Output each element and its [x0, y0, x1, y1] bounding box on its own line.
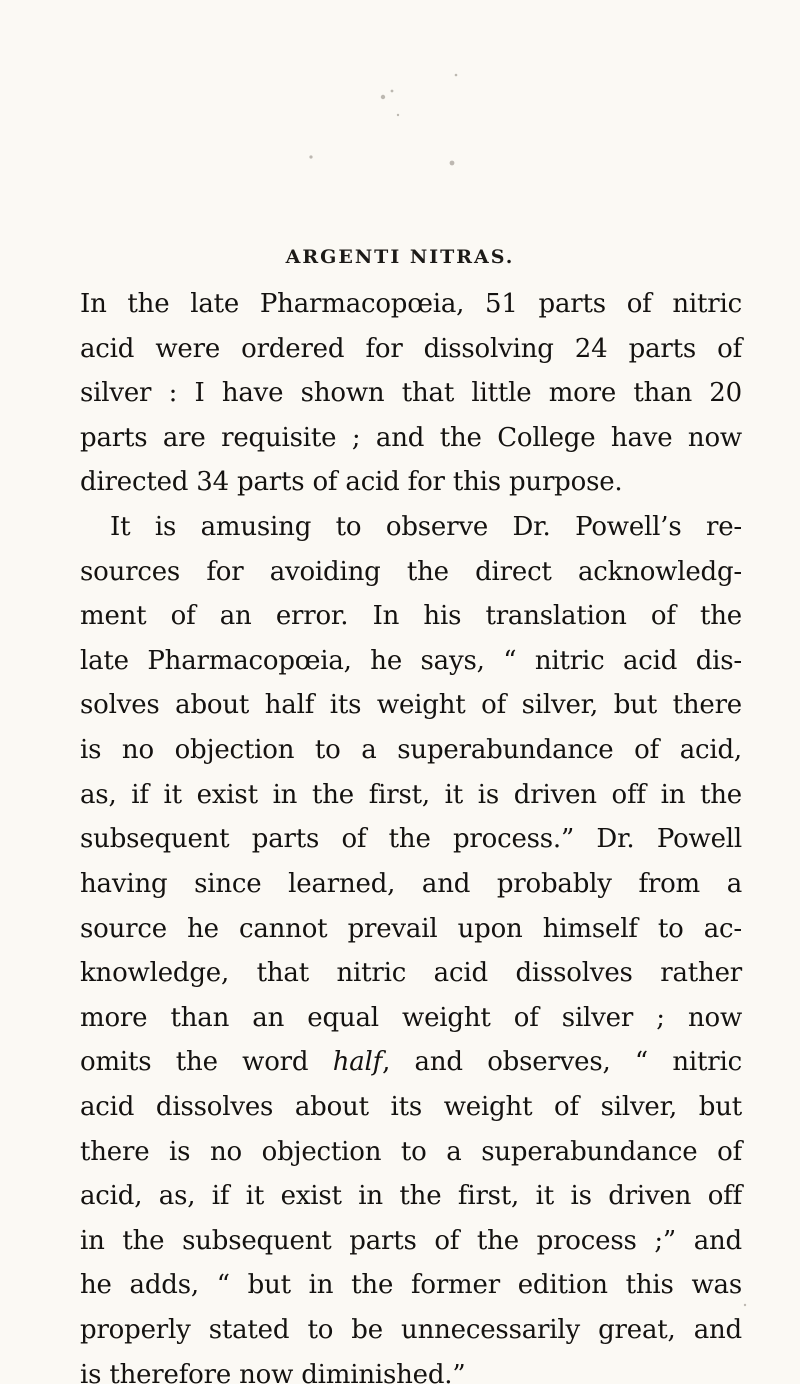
text-line: source he cannot prevail upon himself to ac-	[80, 913, 742, 944]
section-heading: ARGENTI NITRAS.	[285, 246, 515, 268]
text-line: is therefore now diminished.”	[80, 1359, 466, 1384]
text-segment: , and observes, “ nitric	[382, 1047, 742, 1078]
text-line: properly stated to be unnecessarily great, and	[80, 1315, 742, 1346]
text-line: there is no objection to a superabundance of	[80, 1136, 742, 1167]
text-line: late Pharmacopœia, he says, “ nitric acid dis-	[80, 645, 742, 676]
text-line: silver : I have shown that little more than 20	[80, 378, 742, 409]
text-line: In the late Pharmacopœia, 51 parts of nitric	[80, 289, 742, 319]
text-line: solves about half its weight of silver, but there	[80, 690, 742, 721]
text-line: acid were ordered for dissolving 24 parts of	[80, 333, 742, 364]
text-line: more than an equal weight of silver ; now	[80, 1002, 742, 1033]
text-line: as, if it exist in the first, it is driven off in the	[80, 779, 742, 810]
text-line: subsequent parts of the process.” Dr. Powell	[80, 824, 742, 855]
text-line: he adds, “ but in the former edition this was	[80, 1270, 742, 1301]
text-line: sources for avoiding the direct acknowledg-	[80, 556, 742, 587]
text-segment: omits the word	[80, 1047, 333, 1078]
text-line: acid, as, if it exist in the first, it is driven off	[80, 1181, 742, 1212]
text-line: ment of an error. In his translation of the	[80, 601, 742, 632]
text-line: in the subsequent parts of the process ;” and	[80, 1225, 742, 1256]
text-line: is no objection to a superabundance of acid,	[80, 735, 742, 766]
italic-word: half	[332, 1047, 383, 1078]
text-line: having since learned, and probably from a	[80, 868, 742, 899]
text-line	[80, 1040, 742, 1085]
text-line: knowledge, that nitric acid dissolves rather	[80, 958, 742, 989]
text-line: It is amusing to observe Dr. Powell’s re-	[110, 512, 742, 543]
text-line: parts are requisite ; and the College have now	[80, 422, 742, 453]
text-line: directed 34 parts of acid for this purpose.	[80, 467, 623, 498]
body-paragraphs	[80, 282, 742, 1384]
text-line: acid dissolves about its weight of silver, but	[80, 1091, 742, 1122]
